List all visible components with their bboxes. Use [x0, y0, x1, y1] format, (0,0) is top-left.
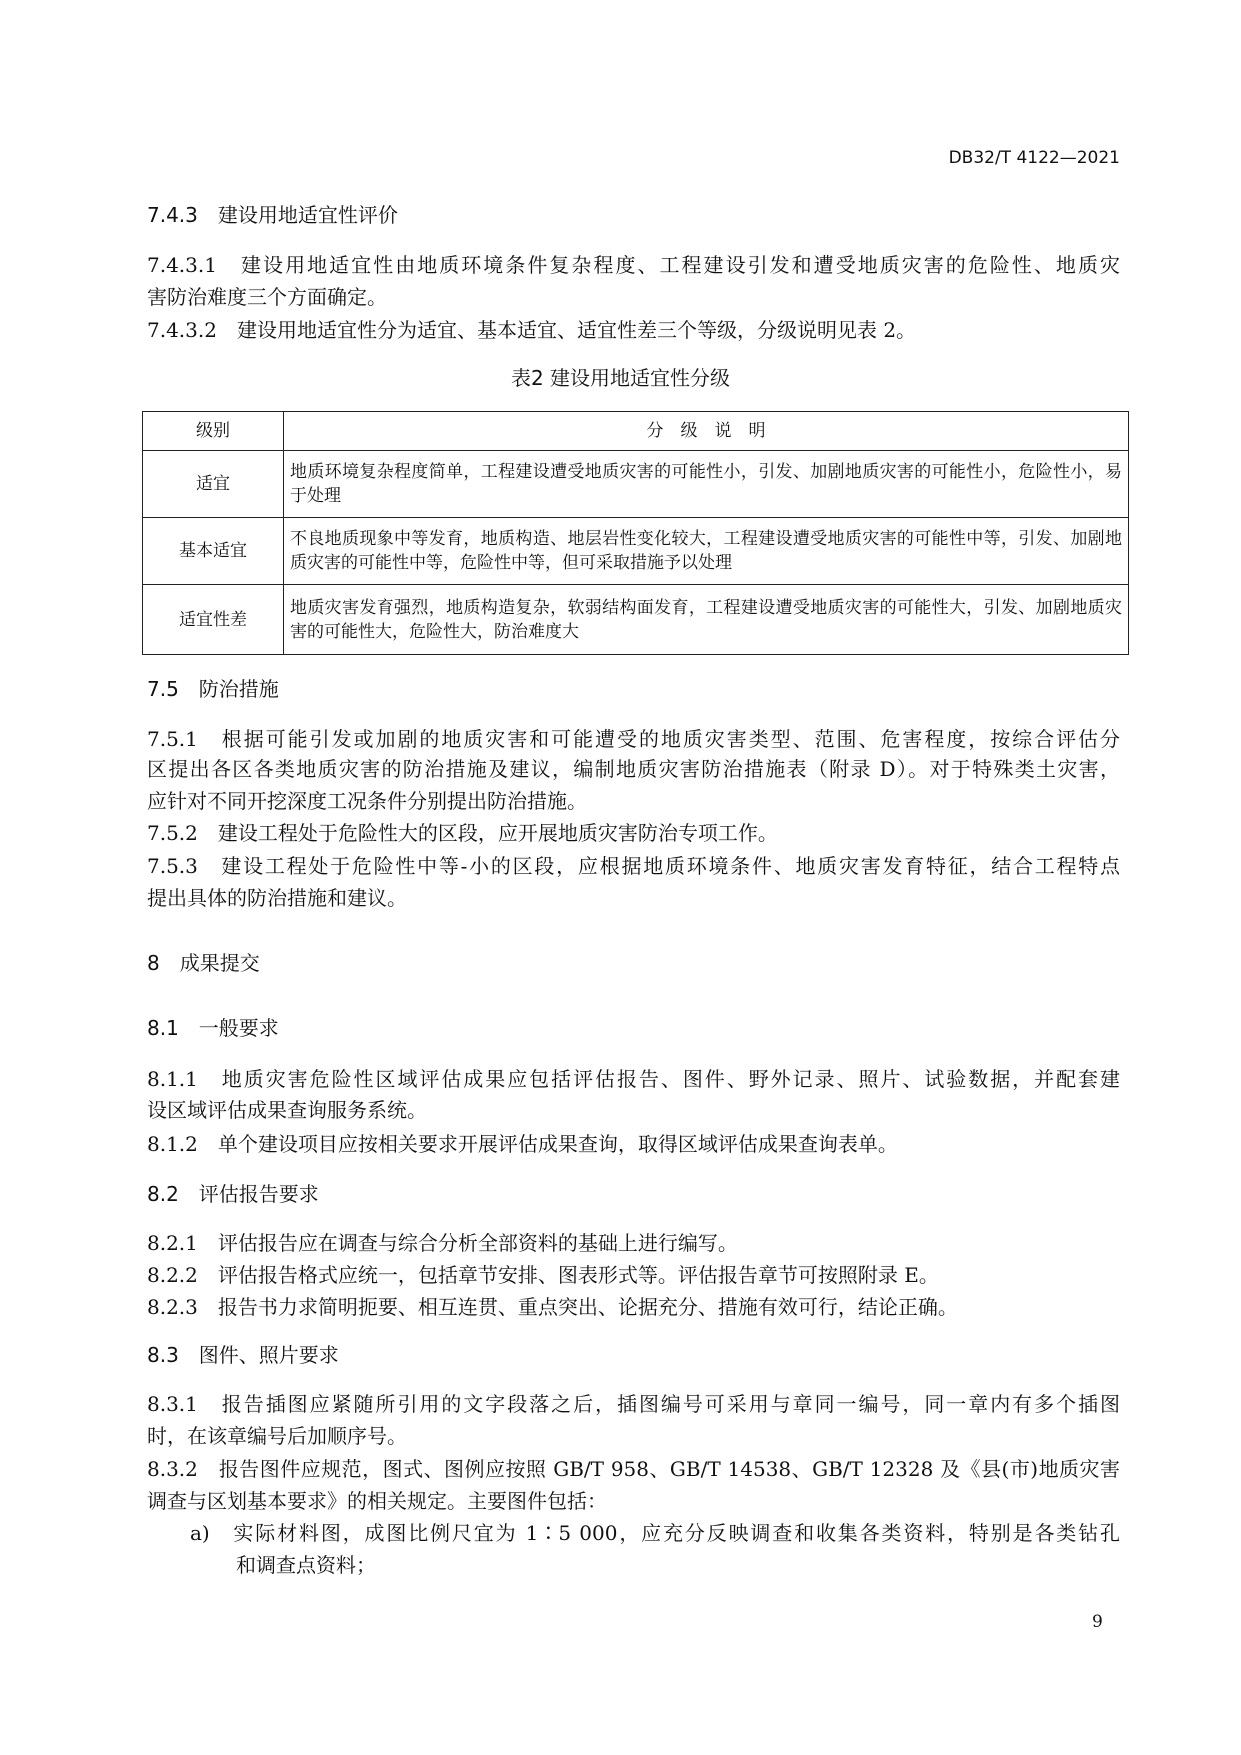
section-heading: 8.3 图件、照片要求: [147, 1343, 339, 1367]
text-line: 应针对不同开挖深度工况条件分别提出防治措施。: [147, 789, 587, 813]
text-line: 8.1.1 地质灾害危险性区域评估成果应包括评估报告、图件、野外记录、照片、试验数据，并配套建: [147, 1067, 1120, 1091]
suitability-table: [142, 411, 1129, 655]
text-line: 害防治难度三个方面确定。: [147, 285, 387, 309]
row-description: 地质灾害发育强烈，地质构造复杂，软弱结构面发育，工程建设遭受地质灾害的可能性大，引发、加剧地质灾害的可能性大，危险性大，防治难度大: [284, 585, 1129, 655]
text-line: 7.5.3 建设工程处于危险性中等-小的区段，应根据地质环境条件、地质灾害发育特征，结合工程特点: [147, 854, 1120, 878]
row-level: 适宜性差: [143, 585, 284, 655]
row-description: 地质环境复杂程度简单，工程建设遭受地质灾害的可能性小，引发、加剧地质灾害的可能性小，危险性小，易于处理: [284, 451, 1129, 518]
row-description: 不良地质现象中等发育，地质构造、地层岩性变化较大，工程建设遭受地质灾害的可能性中等，引发、加剧地质灾害的可能性中等，危险性中等，但可采取措施予以处理: [284, 518, 1129, 585]
section-heading: 7.4.3 建设用地适宜性评价: [147, 203, 398, 227]
section-heading: 8.2 评估报告要求: [147, 1182, 319, 1206]
text-line: 区提出各区各类地质灾害的防治措施及建议，编制地质灾害防治措施表（附录 D）。对于特殊类土灾害，: [147, 757, 1120, 781]
text-line: 8.1.2 单个建设项目应按相关要求开展评估成果查询，取得区域评估成果查询表单。: [147, 1132, 898, 1156]
table-row: [143, 585, 1129, 655]
text-line: 时，在该章编号后加顺序号。: [147, 1424, 407, 1448]
text-line: 8.2.3 报告书力求简明扼要、相互连贯、重点突出、论据充分、措施有效可行，结论正确。: [147, 1295, 958, 1319]
text-line: 8.2.2 评估报告格式应统一，包括章节安排、图表形式等。评估报告章节可按照附录 E。: [147, 1263, 939, 1287]
table-row: [143, 451, 1129, 518]
page-number: 9: [1092, 1612, 1103, 1632]
table-title: 表2 建设用地适宜性分级: [510, 366, 731, 390]
row-level: 基本适宜: [143, 518, 284, 585]
text-line: 设区域评估成果查询服务系统。: [147, 1098, 427, 1122]
header-level: 级别: [143, 412, 284, 451]
text-line: 8.3.2 报告图件应规范，图式、图例应按照 GB/T 958、GB/T 14538、GB/T 12328 及《县(市)地质灾害: [147, 1457, 1120, 1481]
text-line: 8.3.1 报告插图应紧随所引用的文字段落之后，插图编号可采用与章同一编号，同一章内有多个插图: [147, 1392, 1120, 1416]
text-line: 7.5.1 根据可能引发或加剧的地质灾害和可能遭受的地质灾害类型、范围、危害程度，按综合评估分: [147, 727, 1120, 751]
document-code-header: DB32/T 4122—2021: [948, 148, 1120, 168]
section-heading: 8 成果提交: [147, 951, 260, 975]
table-header-row: [143, 412, 1129, 451]
text-line: 8.2.1 评估报告应在调查与综合分析全部资料的基础上进行编写。: [147, 1231, 738, 1255]
text-line: 和调查点资料；: [236, 1553, 376, 1577]
section-heading: 8.1 一般要求: [147, 1016, 279, 1040]
text-line: 7.4.3.2 建设用地适宜性分为适宜、基本适宜、适宜性差三个等级，分级说明见表 2。: [147, 318, 917, 342]
text-line: 提出具体的防治措施和建议。: [147, 886, 407, 910]
text-line: 7.4.3.1 建设用地适宜性由地质环境条件复杂程度、工程建设引发和遭受地质灾害的危险性、地质灾: [147, 253, 1120, 277]
section-heading: 7.5 防治措施: [147, 677, 279, 701]
header-description: 分 级 说 明: [284, 412, 1129, 451]
text-line: 7.5.2 建设工程处于危险性大的区段，应开展地质灾害防治专项工作。: [147, 821, 778, 845]
table-row: [143, 518, 1129, 585]
text-line: a) 实际材料图，成图比例尺宜为 1∶5 000，应充分反映调查和收集各类资料，特别是各类钻孔: [190, 1521, 1120, 1545]
row-level: 适宜: [143, 451, 284, 518]
text-line: 调查与区划基本要求》的相关规定。主要图件包括：: [147, 1489, 607, 1513]
